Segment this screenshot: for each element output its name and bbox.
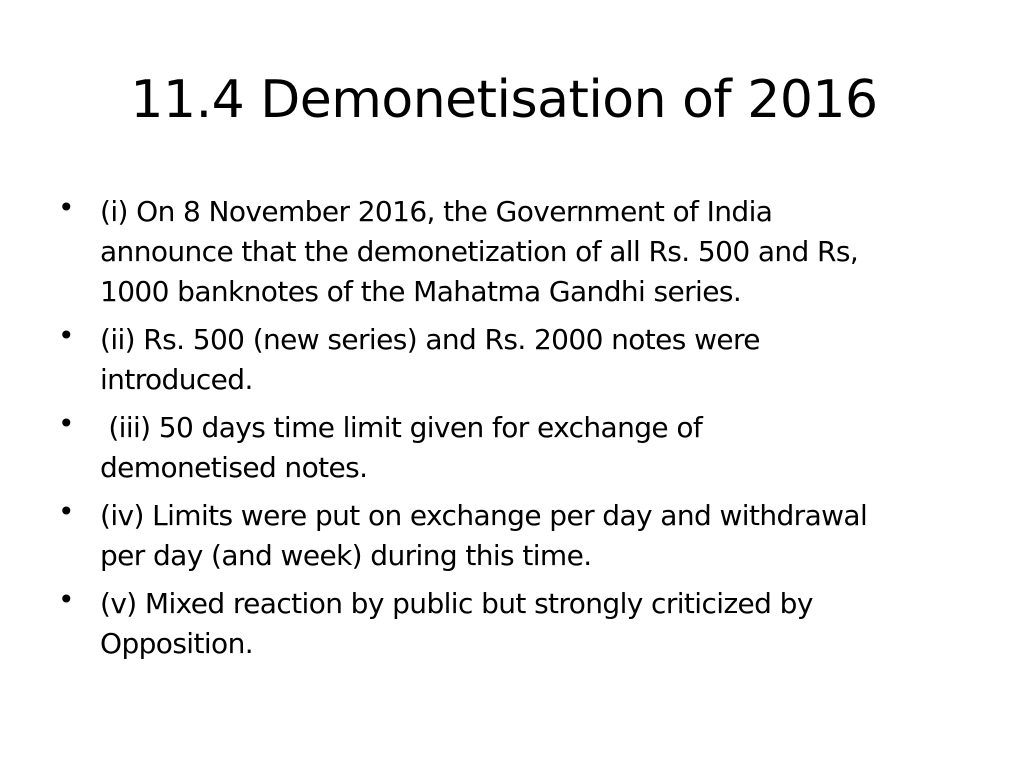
bullet-text: (i) On 8 November 2016, the Government of India announce that the demonetization of all Rs. 500 and Rs, 1000 banknotes of the Mahatma Gandhi series. [100,195,859,308]
bullet-list [58,192,958,672]
bullet-icon: • [58,495,74,528]
bullet-icon: • [58,191,74,224]
bullet-item-1 [58,192,958,312]
bullet-text: (v) Mixed reaction by public but strongly criticized by Opposition. [100,587,813,660]
bullet-icon: • [58,583,74,616]
bullet-icon: • [58,319,74,352]
bullet-text: (ii) Rs. 500 (new series) and Rs. 2000 notes were introduced. [100,323,760,396]
bullet-icon: • [58,407,74,440]
bullet-text: (iv) Limits were put on exchange per day and withdrawal per day (and week) during this time. [100,499,868,572]
bullet-item-5 [58,584,958,664]
bullet-item-3 [58,408,958,488]
slide-title: 11.4 Demonetisation of 2016 [130,70,878,130]
bullet-item-4 [58,496,958,576]
bullet-text: (iii) 50 days time limit given for exchange of demonetised notes. [100,411,703,484]
bullet-item-2 [58,320,958,400]
